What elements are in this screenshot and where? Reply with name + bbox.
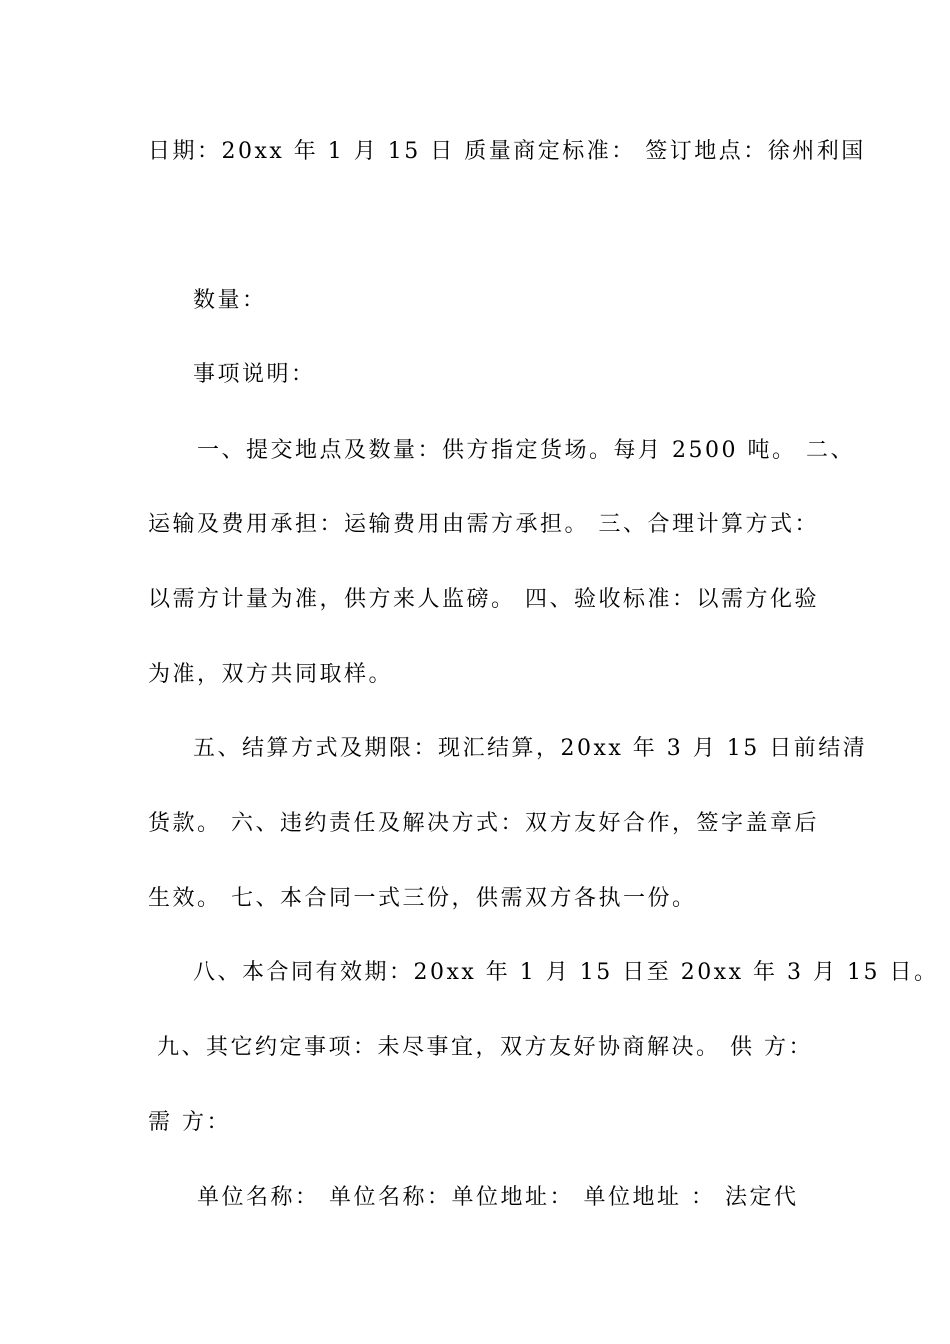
clause-line-8: 八、本合同有效期：20xx 年 1 月 15 日至 20xx 年 3 月 15 日。 <box>193 960 939 985</box>
clause-line-3: 以需方计量为准，供方来人监磅。 四、验收标准：以需方化验 <box>148 587 819 612</box>
demand-party-label: 需 方： <box>148 1110 231 1135</box>
date-quality-location-line: 日期：20xx 年 1 月 15 日 质量商定标准： 签订地点：徐州利国 <box>148 139 866 164</box>
clause-line-4: 为准，双方共同取样。 <box>148 662 394 687</box>
clause-line-1: 一、提交地点及数量：供方指定货场。每月 2500 吨。 二、 <box>197 438 855 463</box>
items-description-heading: 事项说明： <box>193 362 316 387</box>
party-info-line: 单位名称： 单位名称：单位地址： 单位地址 ： 法定代 <box>197 1185 799 1210</box>
quantity-label: 数量： <box>193 288 267 313</box>
clause-line-6: 货款。 六、违约责任及解决方式：双方友好合作，签字盖章后 <box>148 811 819 836</box>
clause-line-7: 生效。 七、本合同一式三份，供需双方各执一份。 <box>148 886 697 911</box>
clause-line-2: 运输及费用承担：运输费用由需方承担。 三、合理计算方式： <box>148 512 819 537</box>
clause-line-9: 九、其它约定事项：未尽事宜，双方友好协商解决。 供 方： <box>157 1035 813 1060</box>
clause-line-5: 五、结算方式及期限：现汇结算，20xx 年 3 月 15 日前结清 <box>193 736 868 761</box>
